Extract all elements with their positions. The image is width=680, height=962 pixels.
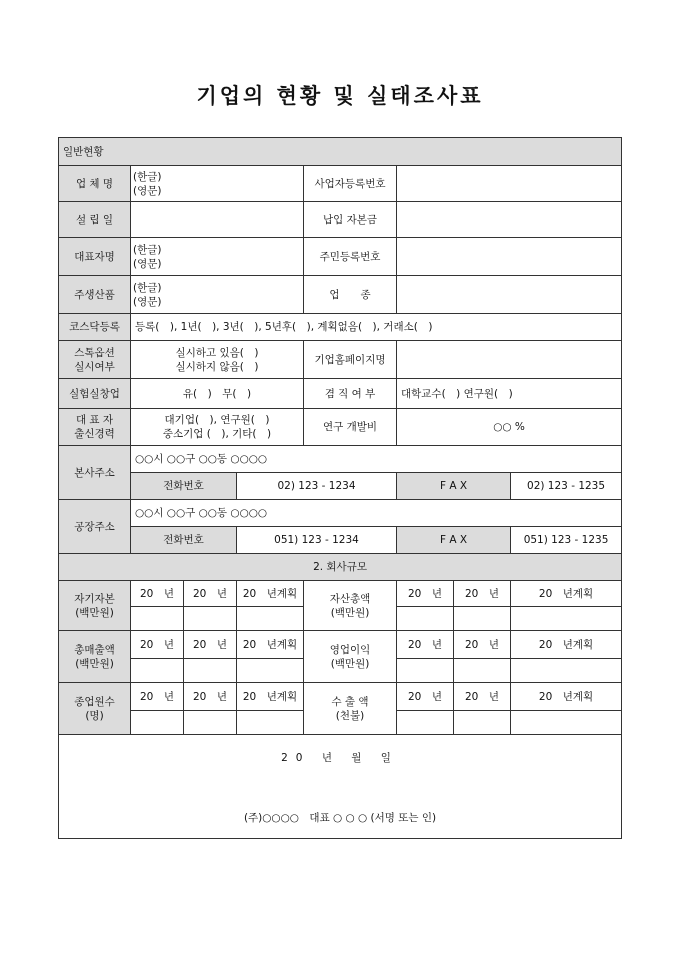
label-line: 출신경력: [74, 428, 115, 440]
label-line: 영업이익: [329, 643, 371, 656]
equity-value[interactable]: [131, 607, 184, 631]
korean-label: (한글): [133, 170, 162, 183]
label-line: 스톡옵션: [74, 346, 115, 359]
equity-plan-value[interactable]: [237, 607, 304, 631]
label-line: (백만원): [75, 657, 114, 670]
hq-fax-label: F A X: [397, 473, 511, 500]
signature-line[interactable]: (주)○○○○ 대표 ○ ○ ○ (서명 또는 인): [243, 812, 437, 824]
employees-value[interactable]: [131, 711, 184, 735]
sales-value[interactable]: [131, 659, 184, 683]
page-title: 기업의 현황 및 실태조사표: [196, 83, 484, 108]
stock-option-field[interactable]: [131, 341, 304, 379]
plan-year-header: 20 년계획: [511, 683, 622, 711]
resident-reg-label: 주민등록번호: [304, 238, 397, 276]
sales-label: [59, 631, 131, 683]
factory-fax-value[interactable]: 051) 123 - 1235: [511, 527, 622, 554]
factory-fax-label: F A X: [397, 527, 511, 554]
factory-address-field[interactable]: ○○시 ○○구 ○○동 ○○○○: [131, 500, 622, 527]
exports-label: [304, 683, 397, 735]
signature-area: [59, 735, 622, 839]
capital-label: 납입 자본금: [304, 202, 397, 238]
dual-job-options[interactable]: 대학교수( ) 연구원( ): [397, 379, 622, 409]
profit-value[interactable]: [454, 659, 511, 683]
dual-job-label: 겸 직 여 부: [304, 379, 397, 409]
label-line: 수 출 액: [331, 695, 369, 708]
company-name-field[interactable]: [131, 166, 304, 202]
kosdaq-options[interactable]: 등록( ), 1년( ), 3년( ), 5년후( ), 계획없음( ), 거래소( ): [131, 314, 622, 341]
operating-profit-label: [304, 631, 397, 683]
english-label: (영문): [133, 184, 162, 197]
year-header: 20 년: [397, 581, 454, 607]
equity-value[interactable]: [184, 607, 237, 631]
plan-year-header: 20 년계획: [511, 581, 622, 607]
company-name-label: 업 체 명: [59, 166, 131, 202]
label-line: (백만원): [330, 606, 370, 619]
exports-value[interactable]: [397, 711, 454, 735]
homepage-field[interactable]: [397, 341, 622, 379]
section1-title: 일반현황: [59, 138, 622, 166]
industry-field[interactable]: [397, 276, 622, 314]
ceo-career-label: [59, 409, 131, 446]
profit-plan-value[interactable]: [511, 659, 622, 683]
label-line: (천불): [335, 709, 365, 722]
homepage-label: 기업홈페이지명: [304, 341, 397, 379]
label-line: (백만원): [330, 657, 370, 670]
section2-title: 2. 회사규모: [59, 554, 622, 581]
plan-year-header: 20 년계획: [237, 631, 304, 659]
hq-fax-value[interactable]: 02) 123 - 1235: [511, 473, 622, 500]
plan-year-header: 20 년계획: [237, 581, 304, 607]
profit-value[interactable]: [397, 659, 454, 683]
resident-reg-field[interactable]: [397, 238, 622, 276]
english-label: (영문): [133, 257, 162, 270]
rnd-percent[interactable]: ○○ %: [397, 409, 622, 446]
plan-year-header: 20 년계획: [511, 631, 622, 659]
factory-address-label: 공장주소: [59, 500, 131, 554]
option-line[interactable]: 대기업( ), 연구원( ): [164, 414, 270, 426]
sales-value[interactable]: [184, 659, 237, 683]
capital-field[interactable]: [397, 202, 622, 238]
ceo-label: 대표자명: [59, 238, 131, 276]
assets-value[interactable]: [454, 607, 511, 631]
option-yes[interactable]: 실시하고 있음( ): [175, 346, 259, 359]
industry-label: 업 종: [304, 276, 397, 314]
business-reg-label: 사업자등록번호: [304, 166, 397, 202]
sales-plan-value[interactable]: [237, 659, 304, 683]
year-header: 20 년: [454, 683, 511, 711]
employees-label: [59, 683, 131, 735]
label-line: 종업원수: [74, 695, 115, 708]
hq-address-field[interactable]: ○○시 ○○구 ○○동 ○○○○: [131, 446, 622, 473]
hq-tel-label: 전화번호: [131, 473, 237, 500]
plan-year-header: 20 년계획: [237, 683, 304, 711]
year-header: 20 년: [397, 631, 454, 659]
label-line: 자기자본: [74, 592, 115, 605]
founded-label: 설 립 일: [59, 202, 131, 238]
employees-value[interactable]: [184, 711, 237, 735]
date-line[interactable]: 20 년 월 일: [281, 752, 399, 764]
year-header: 20 년: [454, 581, 511, 607]
ceo-career-options[interactable]: [131, 409, 304, 446]
label-line: (명): [85, 709, 104, 722]
label-line: 대 표 자: [75, 414, 114, 426]
hq-address-label: 본사주소: [59, 446, 131, 500]
assets-label: [304, 581, 397, 631]
factory-tel-value[interactable]: 051) 123 - 1234: [237, 527, 397, 554]
korean-label: (한글): [133, 281, 162, 294]
factory-tel-label: 전화번호: [131, 527, 237, 554]
stock-option-label: [59, 341, 131, 379]
year-header: 20 년: [131, 631, 184, 659]
year-header: 20 년: [131, 683, 184, 711]
rnd-label: 연구 개발비: [304, 409, 397, 446]
ceo-field[interactable]: [131, 238, 304, 276]
year-header: 20 년: [131, 581, 184, 607]
hq-tel-value[interactable]: 02) 123 - 1234: [237, 473, 397, 500]
year-header: 20 년: [184, 581, 237, 607]
label-line: 실시여부: [74, 360, 115, 373]
employees-plan-value[interactable]: [237, 711, 304, 735]
lab-startup-label: 실험실창업: [59, 379, 131, 409]
exports-value[interactable]: [454, 711, 511, 735]
exports-plan-value[interactable]: [511, 711, 622, 735]
business-reg-field[interactable]: [397, 166, 622, 202]
option-no[interactable]: 실시하지 않음( ): [175, 360, 259, 373]
year-header: 20 년: [184, 631, 237, 659]
assets-plan-value[interactable]: [511, 607, 622, 631]
korean-label: (한글): [133, 243, 162, 256]
year-header: 20 년: [397, 683, 454, 711]
survey-form: [58, 137, 622, 839]
lab-startup-options[interactable]: 유( ) 무( ): [131, 379, 304, 409]
english-label: (영문): [133, 295, 162, 308]
section1-row: [59, 138, 622, 166]
label-line: (백만원): [75, 606, 114, 619]
kosdaq-label: 코스닥등록: [59, 314, 131, 341]
product-field[interactable]: [131, 276, 304, 314]
product-label: 주생산품: [59, 276, 131, 314]
founded-field[interactable]: [131, 202, 304, 238]
option-line[interactable]: 중소기업 ( ), 기타( ): [162, 428, 272, 440]
year-header: 20 년: [454, 631, 511, 659]
label-line: 총매출액: [74, 643, 115, 656]
assets-value[interactable]: [397, 607, 454, 631]
label-line: 자산총액: [329, 592, 371, 605]
equity-label: [59, 581, 131, 631]
year-header: 20 년: [184, 683, 237, 711]
